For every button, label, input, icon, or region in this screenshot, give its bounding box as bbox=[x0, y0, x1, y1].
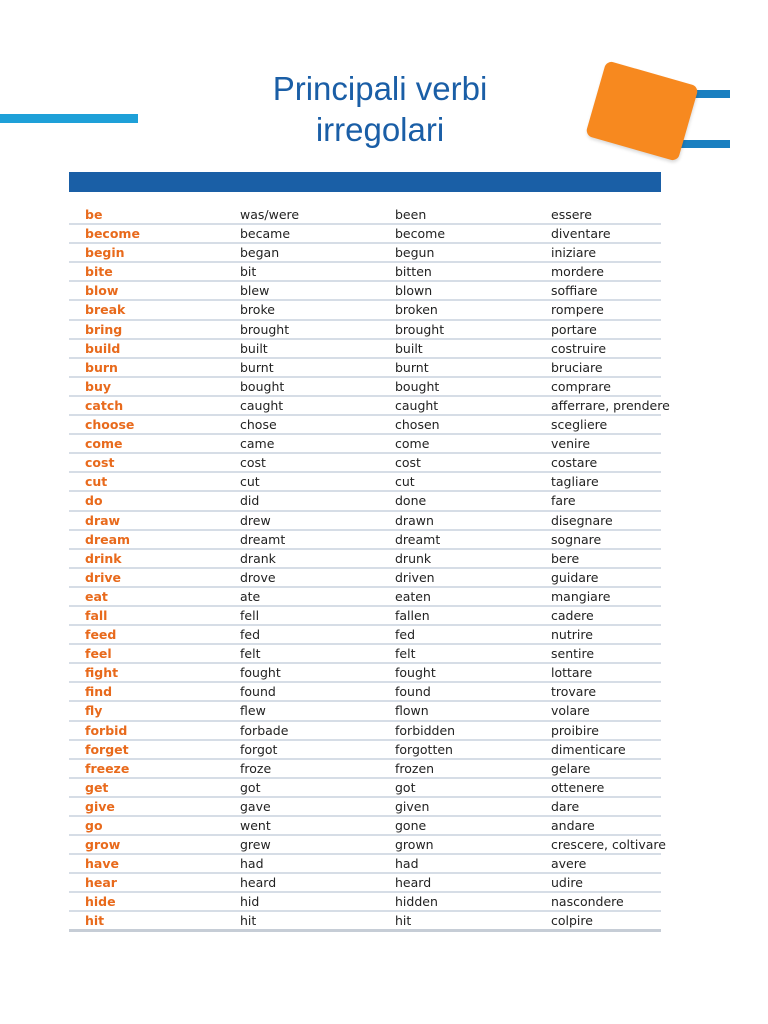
cell-past-simple: grew bbox=[240, 837, 271, 853]
cell-base-form: fight bbox=[85, 665, 119, 681]
cell-base-form: freeze bbox=[85, 760, 130, 776]
cell-base-form: draw bbox=[85, 512, 121, 528]
cell-translation: costare bbox=[551, 455, 598, 471]
cell-past-participle: chosen bbox=[395, 417, 440, 433]
cell-past-simple: heard bbox=[240, 875, 277, 891]
cell-past-participle: given bbox=[395, 798, 430, 814]
cell-past-participle: built bbox=[395, 340, 423, 356]
cell-translation: trovare bbox=[551, 684, 597, 700]
cell-past-simple: went bbox=[240, 818, 271, 833]
table-row bbox=[69, 473, 661, 492]
cell-past-participle: brought bbox=[395, 321, 445, 337]
cell-translation: volare bbox=[551, 703, 590, 719]
cell-past-participle: begun bbox=[395, 245, 435, 261]
cell-past-simple: drew bbox=[240, 512, 271, 528]
cell-base-form: find bbox=[85, 684, 113, 700]
cell-translation: ottenere bbox=[551, 779, 605, 795]
table-row bbox=[69, 798, 661, 817]
cell-past-participle: cost bbox=[395, 455, 421, 471]
cell-past-simple: built bbox=[240, 340, 268, 356]
table-row bbox=[69, 435, 661, 454]
cell-past-participle: hidden bbox=[395, 894, 438, 910]
cell-base-form: bite bbox=[85, 264, 113, 280]
cell-past-simple: drove bbox=[240, 569, 276, 585]
cell-past-simple: found bbox=[240, 684, 276, 700]
table-row bbox=[69, 454, 661, 473]
cell-base-form: cost bbox=[85, 455, 115, 471]
table-row bbox=[69, 741, 661, 760]
page-title bbox=[190, 68, 570, 150]
cell-past-participle: flown bbox=[395, 703, 429, 719]
cell-base-form: choose bbox=[85, 417, 135, 433]
irregular-verbs-table bbox=[69, 206, 670, 932]
table-row bbox=[69, 244, 661, 263]
cell-base-form: give bbox=[85, 798, 115, 814]
cell-translation: diventare bbox=[551, 226, 611, 242]
cell-past-participle: become bbox=[395, 226, 446, 242]
cell-base-form: burn bbox=[85, 359, 118, 375]
cell-translation: guidare bbox=[551, 569, 599, 585]
cell-past-simple: forbade bbox=[240, 722, 289, 738]
table-row bbox=[69, 836, 666, 855]
table-row bbox=[69, 340, 661, 359]
cell-past-simple: dreamt bbox=[240, 531, 286, 547]
cell-translation: dare bbox=[551, 798, 580, 814]
cell-translation: tagliare bbox=[551, 474, 599, 490]
cell-past-participle: burnt bbox=[395, 359, 429, 375]
cell-past-simple: came bbox=[240, 436, 275, 452]
table-row bbox=[69, 760, 661, 779]
cell-past-simple: bit bbox=[240, 264, 257, 280]
cell-base-form: feed bbox=[85, 627, 117, 643]
cell-past-simple: did bbox=[240, 493, 260, 509]
table-row bbox=[69, 607, 661, 626]
cell-translation: disegnare bbox=[551, 512, 613, 528]
table-row bbox=[69, 588, 661, 607]
cell-past-simple: fed bbox=[240, 627, 261, 643]
cell-base-form: cut bbox=[85, 474, 108, 490]
table-row bbox=[69, 664, 661, 683]
cell-past-participle: gone bbox=[395, 818, 427, 833]
cell-base-form: eat bbox=[85, 588, 108, 604]
cell-base-form: hear bbox=[85, 875, 117, 891]
table-row bbox=[69, 359, 661, 378]
cell-translation: avere bbox=[551, 856, 587, 872]
cell-base-form: grow bbox=[85, 837, 121, 853]
table-row bbox=[69, 512, 661, 531]
cell-base-form: begin bbox=[85, 245, 125, 261]
cell-translation: scegliere bbox=[551, 417, 608, 433]
table-row bbox=[69, 492, 661, 511]
cell-past-participle: heard bbox=[395, 875, 432, 891]
cell-base-form: forget bbox=[85, 741, 129, 757]
cell-base-form: drink bbox=[85, 550, 122, 566]
cell-translation: mangiare bbox=[551, 588, 611, 604]
cell-past-simple: caught bbox=[240, 397, 284, 413]
cell-base-form: break bbox=[85, 302, 126, 318]
cell-past-simple: was/were bbox=[240, 207, 300, 222]
cell-past-participle: fallen bbox=[395, 607, 430, 623]
cell-translation: bere bbox=[551, 550, 580, 566]
cell-translation: essere bbox=[551, 207, 592, 222]
cell-past-simple: broke bbox=[240, 302, 275, 318]
cell-translation: bruciare bbox=[551, 359, 603, 375]
cell-past-simple: cut bbox=[240, 474, 260, 490]
cell-base-form: feel bbox=[85, 646, 112, 662]
cell-past-simple: gave bbox=[240, 798, 271, 814]
cell-translation: crescere, coltivare bbox=[551, 837, 666, 853]
table-row bbox=[69, 779, 661, 798]
cell-translation: comprare bbox=[551, 378, 611, 394]
cell-base-form: buy bbox=[85, 378, 111, 394]
cell-past-participle: fought bbox=[395, 665, 436, 681]
cell-past-participle: hit bbox=[395, 913, 412, 929]
cell-translation: nascondere bbox=[551, 894, 624, 910]
cell-past-participle: bitten bbox=[395, 264, 432, 280]
cell-past-simple: chose bbox=[240, 417, 277, 433]
cell-past-participle: eaten bbox=[395, 588, 431, 604]
cell-translation: iniziare bbox=[551, 245, 597, 261]
cell-translation: venire bbox=[551, 436, 591, 452]
cell-past-participle: found bbox=[395, 684, 431, 700]
cell-past-participle: fed bbox=[395, 627, 416, 643]
cell-past-participle: felt bbox=[395, 646, 416, 662]
cell-translation: colpire bbox=[551, 913, 593, 929]
cell-base-form: get bbox=[85, 779, 109, 795]
cell-past-participle: forbidden bbox=[395, 722, 456, 738]
table-row bbox=[69, 912, 661, 931]
cell-base-form: come bbox=[85, 436, 123, 452]
cell-base-form: be bbox=[85, 207, 103, 222]
cell-past-simple: felt bbox=[240, 646, 261, 662]
table-row bbox=[69, 397, 670, 416]
left-decorative-stripe bbox=[0, 114, 138, 123]
cell-translation: mordere bbox=[551, 264, 604, 280]
table-row bbox=[69, 817, 661, 836]
table-row bbox=[69, 263, 661, 282]
cell-past-simple: got bbox=[240, 779, 261, 795]
table-row bbox=[69, 702, 661, 721]
cell-base-form: have bbox=[85, 856, 119, 872]
cell-base-form: dream bbox=[85, 531, 131, 547]
cell-base-form: do bbox=[85, 493, 103, 509]
cell-past-participle: bought bbox=[395, 378, 440, 394]
cell-translation: proibire bbox=[551, 722, 599, 738]
cell-past-simple: flew bbox=[240, 703, 266, 719]
table-row bbox=[69, 225, 661, 244]
table-row bbox=[69, 282, 661, 301]
table-row bbox=[69, 416, 661, 435]
cell-base-form: fly bbox=[85, 703, 103, 719]
page-title-line-2: irregolari bbox=[315, 111, 445, 148]
table-row bbox=[69, 722, 661, 741]
table-row bbox=[69, 855, 661, 874]
cell-base-form: become bbox=[85, 226, 140, 242]
cell-translation: sognare bbox=[551, 531, 602, 547]
cell-past-simple: drank bbox=[240, 550, 276, 566]
cell-past-participle: cut bbox=[395, 474, 415, 490]
table-header-bar bbox=[69, 172, 661, 192]
table-row bbox=[69, 645, 661, 664]
cell-base-form: bring bbox=[85, 321, 123, 337]
cell-base-form: hide bbox=[85, 894, 116, 910]
cell-past-participle: grown bbox=[395, 837, 434, 853]
cell-base-form: blow bbox=[85, 283, 119, 299]
cell-translation: dimenticare bbox=[551, 741, 626, 757]
cell-past-participle: blown bbox=[395, 283, 433, 299]
cell-past-simple: brought bbox=[240, 321, 290, 337]
cell-past-participle: broken bbox=[395, 302, 438, 318]
cell-past-participle: forgotten bbox=[395, 741, 453, 757]
cell-past-simple: began bbox=[240, 245, 280, 261]
cell-past-participle: been bbox=[395, 207, 427, 222]
cell-translation: cadere bbox=[551, 607, 594, 623]
cell-past-participle: dreamt bbox=[395, 531, 441, 547]
cell-translation: afferrare, prendere bbox=[551, 397, 670, 413]
cell-past-participle: drawn bbox=[395, 512, 434, 528]
cell-past-participle: got bbox=[395, 779, 416, 795]
cell-past-simple: burnt bbox=[240, 359, 274, 375]
cell-translation: nutrire bbox=[551, 627, 593, 643]
cell-past-participle: done bbox=[395, 493, 427, 509]
cell-translation: portare bbox=[551, 321, 597, 337]
cell-past-simple: froze bbox=[240, 760, 272, 776]
table-row bbox=[69, 206, 661, 225]
cell-past-simple: hit bbox=[240, 913, 257, 929]
table-row bbox=[69, 893, 661, 912]
cell-past-participle: drunk bbox=[395, 550, 432, 566]
cell-base-form: drive bbox=[85, 569, 122, 585]
table-row bbox=[69, 550, 661, 569]
cell-past-simple: hid bbox=[240, 894, 260, 910]
cell-past-participle: caught bbox=[395, 397, 439, 413]
cell-base-form: go bbox=[85, 818, 103, 833]
cell-translation: gelare bbox=[551, 760, 591, 776]
table-row bbox=[69, 531, 661, 550]
table-row bbox=[69, 301, 661, 320]
cell-translation: sentire bbox=[551, 646, 595, 662]
page-title-line-1: Principali verbi bbox=[272, 70, 488, 107]
cell-base-form: build bbox=[85, 340, 121, 356]
cell-base-form: catch bbox=[85, 397, 124, 413]
cell-translation: fare bbox=[551, 493, 576, 509]
cell-base-form: hit bbox=[85, 913, 105, 929]
table-row bbox=[69, 378, 661, 397]
cell-past-participle: driven bbox=[395, 569, 435, 585]
cell-base-form: fall bbox=[85, 607, 108, 623]
table-row bbox=[69, 874, 661, 893]
cell-past-simple: ate bbox=[240, 588, 261, 604]
cell-past-participle: had bbox=[395, 856, 419, 872]
cell-past-participle: frozen bbox=[395, 760, 435, 776]
table-row bbox=[69, 569, 661, 588]
cell-translation: lottare bbox=[551, 665, 593, 681]
cell-past-simple: became bbox=[240, 226, 291, 242]
cell-past-simple: bought bbox=[240, 378, 285, 394]
cell-past-simple: forgot bbox=[240, 741, 278, 757]
cell-past-simple: fought bbox=[240, 665, 281, 681]
cell-past-simple: had bbox=[240, 856, 264, 872]
cell-translation: rompere bbox=[551, 302, 604, 318]
cell-translation: costruire bbox=[551, 340, 607, 356]
table-row bbox=[69, 683, 661, 702]
cell-translation: udire bbox=[551, 875, 583, 891]
cell-base-form: forbid bbox=[85, 722, 128, 738]
cell-translation: soffiare bbox=[551, 283, 598, 299]
cell-past-participle: come bbox=[395, 436, 430, 452]
table-row bbox=[69, 626, 661, 645]
table-row bbox=[69, 321, 661, 340]
cell-past-simple: cost bbox=[240, 455, 266, 471]
cell-past-simple: fell bbox=[240, 607, 260, 623]
cell-past-simple: blew bbox=[240, 283, 270, 299]
cell-translation: andare bbox=[551, 818, 595, 833]
